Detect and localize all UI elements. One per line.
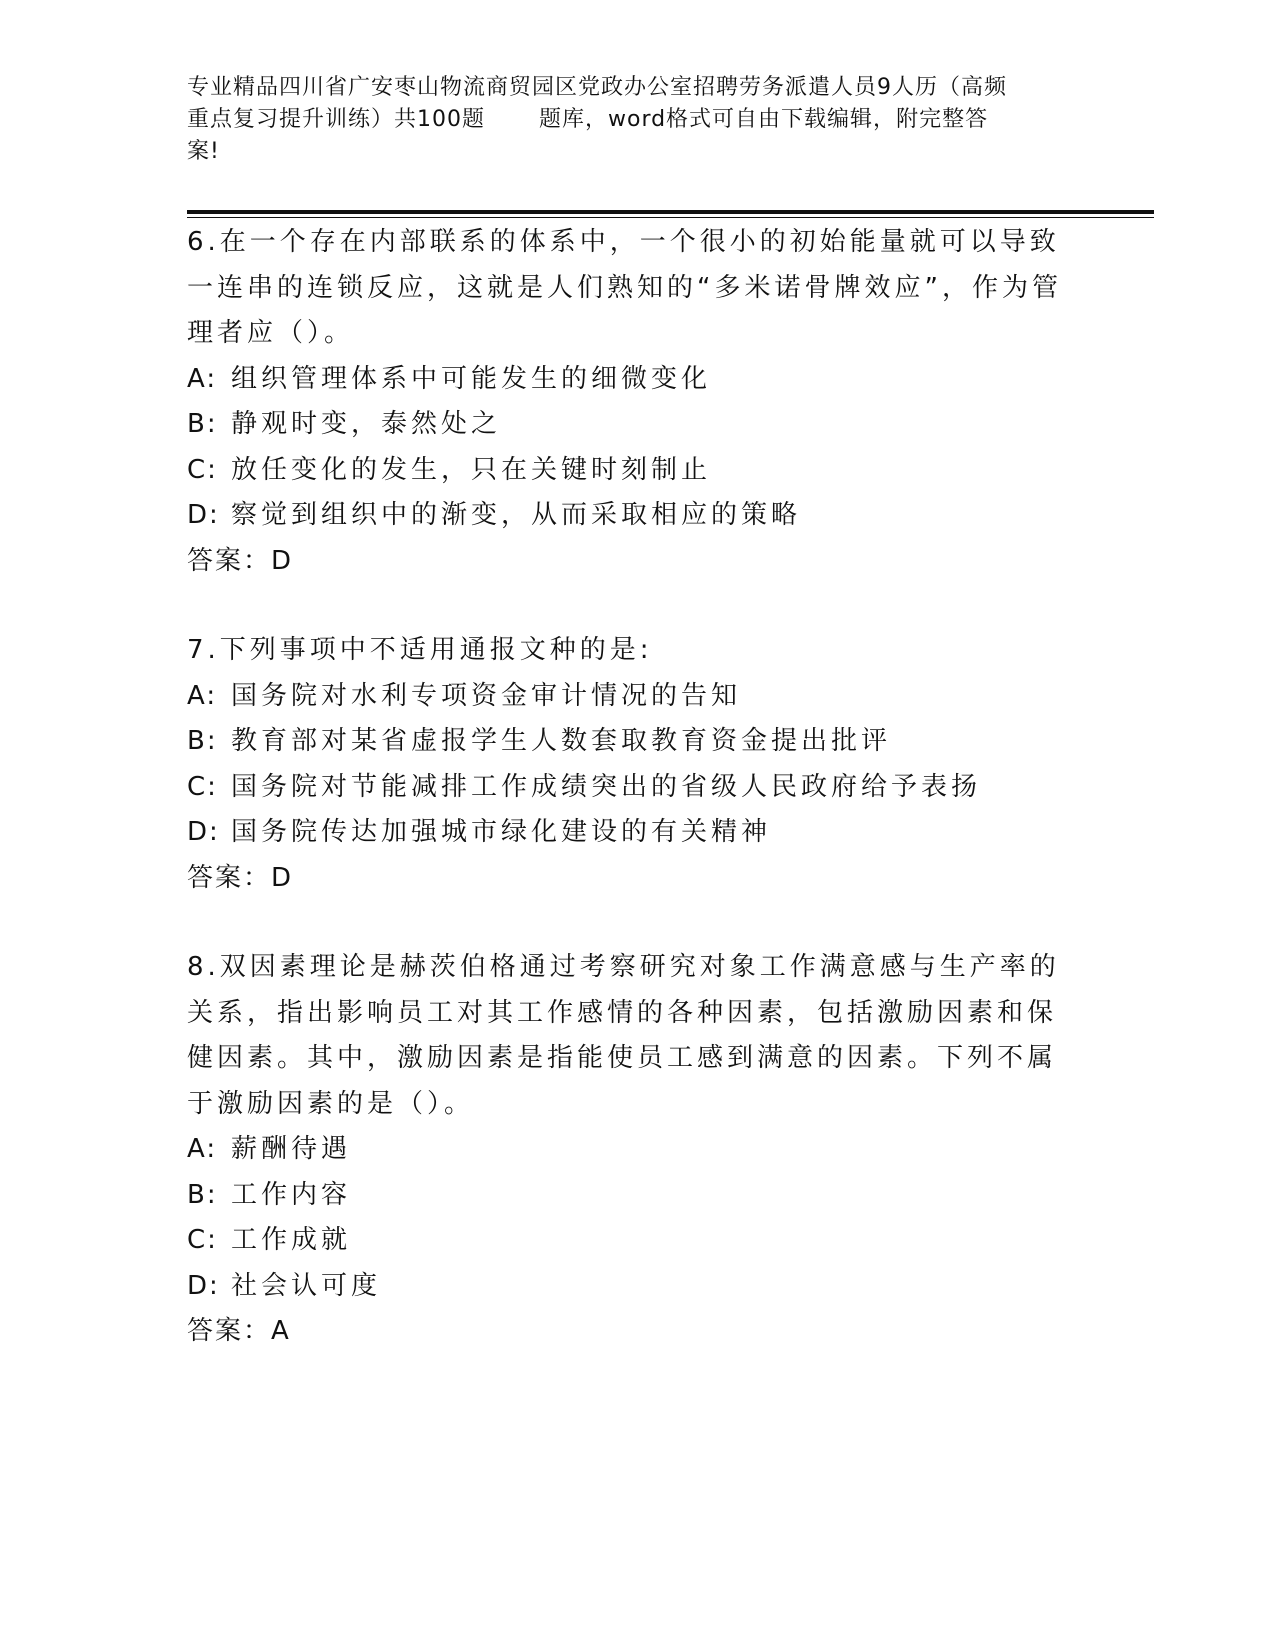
option-letter: A: <box>187 363 218 394</box>
option-text: 组织管理体系中可能发生的细微变化 <box>231 363 712 394</box>
option-d <box>187 810 1067 856</box>
option-letter: B: <box>187 726 218 756</box>
option-text: 工作内容 <box>231 1179 352 1210</box>
option-text: 国务院对水利专项资金审计情况的告知 <box>231 680 742 711</box>
header-line-3: 案! <box>187 139 220 164</box>
option-text: 静观时变，泰然处之 <box>231 409 502 439</box>
option-b <box>187 719 1067 765</box>
option-text: 社会认可度 <box>231 1270 382 1301</box>
option-text: 国务院对节能减排工作成绩突出的省级人民政府给予表扬 <box>231 771 982 802</box>
option-letter: C: <box>187 1225 218 1255</box>
header-divider-thin <box>187 217 1154 218</box>
question-stem: 6.在一个存在内部联系的体系中，一个很小的初始能量就可以导致一连串的连锁反应，这就是人们熟知的“多米诺骨牌效应”，作为管理者应（）。 <box>187 227 1062 348</box>
document-header <box>187 72 1087 168</box>
header-line-1: 专业精品四川省广安枣山物流商贸园区党政办公室招聘劳务派遣人员9人历（高频 <box>187 75 1007 100</box>
question-8 <box>187 945 1067 1355</box>
option-letter: C: <box>187 454 218 485</box>
option-letter: C: <box>187 771 218 802</box>
option-c <box>187 1218 1067 1264</box>
option-text: 工作成就 <box>231 1225 352 1255</box>
header-line-2: 重点复习提升训练）共100题 题库，word格式可自由下载编辑，附完整答 <box>187 107 989 132</box>
option-d <box>187 1264 1067 1310</box>
header-divider-thick <box>187 210 1154 214</box>
option-d <box>187 493 1067 539</box>
question-stem: 8.双因素理论是赫茨伯格通过考察研究对象工作满意感与生产率的关系，指出影响员工对其工作感情的各种因素，包括激励因素和保健因素。其中，激励因素是指能使员工感到满意的因素。下列不属于激励因素的是（）。 <box>187 952 1060 1119</box>
option-letter: D: <box>187 1270 220 1301</box>
answer-line: 答案：D <box>187 862 294 893</box>
option-b <box>187 1173 1067 1219</box>
option-letter: B: <box>187 1179 218 1210</box>
option-letter: D: <box>187 500 220 530</box>
option-letter: A: <box>187 1134 218 1164</box>
question-7 <box>187 628 1067 901</box>
answer-line: 答案：A <box>187 1316 291 1346</box>
option-a <box>187 674 1067 720</box>
option-text: 放任变化的发生，只在关键时刻制止 <box>231 454 712 485</box>
option-letter: D: <box>187 817 220 847</box>
question-stem: 7.下列事项中不适用通报文种的是: <box>187 635 653 665</box>
answer-line: 答案：D <box>187 545 294 576</box>
option-text: 教育部对某省虚报学生人数套取教育资金提出批评 <box>231 726 892 756</box>
option-text: 国务院传达加强城市绿化建设的有关精神 <box>231 817 772 847</box>
option-letter: B: <box>187 409 218 439</box>
option-text: 薪酬待遇 <box>231 1134 352 1164</box>
option-a <box>187 357 1067 403</box>
question-list <box>187 220 1067 1355</box>
option-text: 察觉到组织中的渐变，从而采取相应的策略 <box>231 500 802 530</box>
option-a <box>187 1127 1067 1173</box>
option-c <box>187 448 1067 494</box>
option-c <box>187 765 1067 811</box>
option-b <box>187 402 1067 448</box>
option-letter: A: <box>187 680 218 711</box>
question-6 <box>187 220 1067 584</box>
